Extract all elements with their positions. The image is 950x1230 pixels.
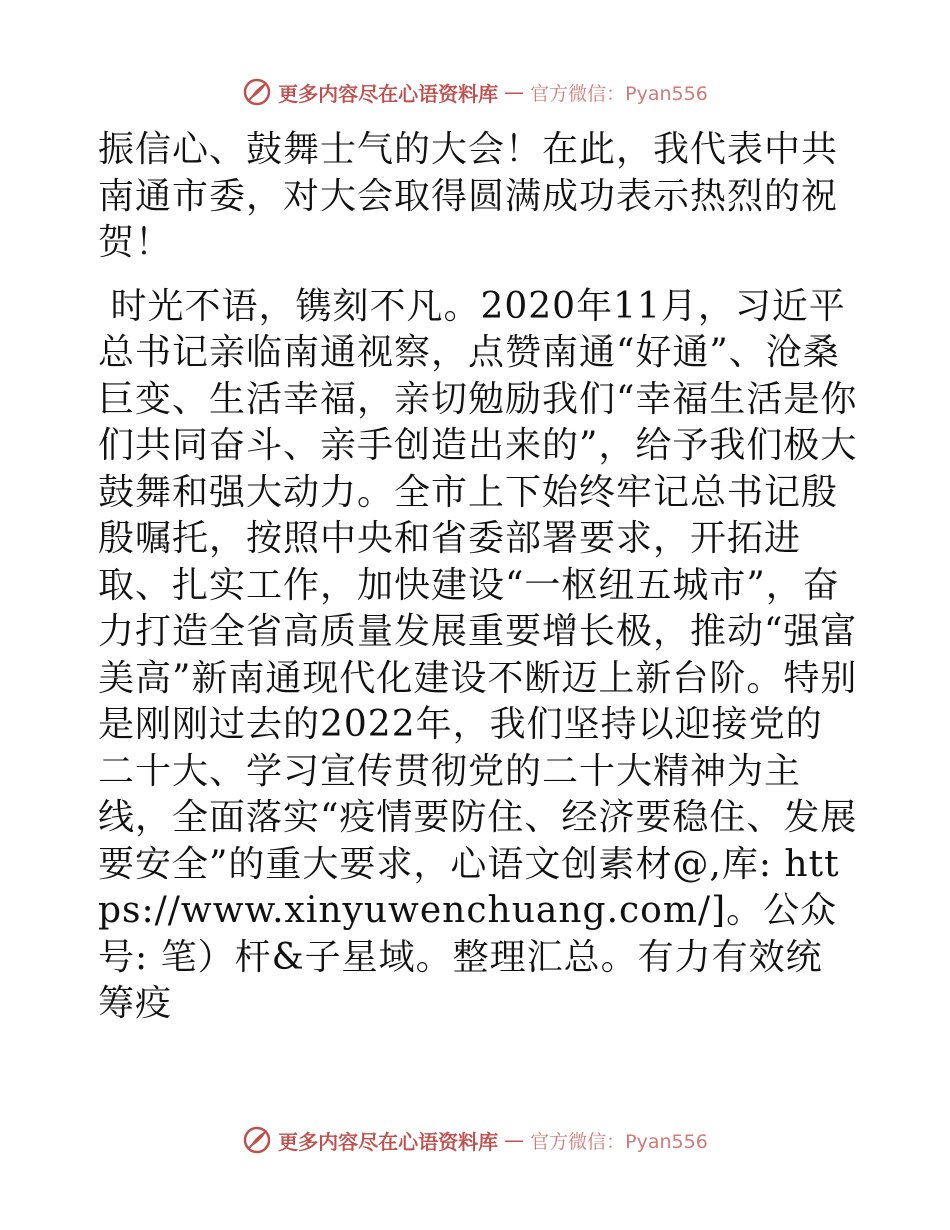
feather-pen-logo-icon: [242, 77, 272, 107]
paragraph-2: 时光不语，镌刻不凡。2020年11月，习近平总书记亲临南通视察，点赞南通“好通”、沧桑巨变、生活幸福，亲切勉励我们“幸福生活是你们共同奋斗、亲手创造出来的”，给予我们极大鼓舞和强大动力。全市上下始终牢记总书记殷殷嘱托，按照中央和省委部署要求，开拓进取、扎实工作，加快建设“一枢纽五城市”，奋力打造全省高质量发展重要增长极，推动“强富美高”新南通现代化建设不断迈上新台阶。特别是刚刚过去的2022年，我们坚持以迎接党的二十大、学习宣传贯彻党的二十大精神为主线，全面落实“疫情要防住、经济要稳住、发展要安全”的重大要求，心语文创素材@,库: https://www.xinyuwenchuang.com/]。公众号: 笔）杆&子星域。整理汇总。有力有效统筹疫: [98, 285, 858, 1024]
footer-watermark-banner: [0, 1120, 950, 1160]
banner-contact-text: 官方微信：Pyan556: [530, 82, 708, 105]
paragraph-1: 振信心、鼓舞士气的大会！在此，我代表中共南通市委，对大会取得圆满成功表示热烈的祝贺！: [98, 129, 839, 263]
banner-contact-text: 官方微信：Pyan556: [530, 1130, 708, 1153]
banner-separator: —: [504, 1128, 525, 1152]
header-watermark-banner: [0, 72, 950, 112]
document-body: [98, 127, 858, 1028]
banner-main-text: 更多内容尽在心语资料库: [278, 1129, 499, 1154]
banner-main-text: 更多内容尽在心语资料库: [278, 81, 499, 106]
feather-pen-logo-icon: [242, 1125, 272, 1155]
banner-separator: —: [504, 80, 525, 104]
